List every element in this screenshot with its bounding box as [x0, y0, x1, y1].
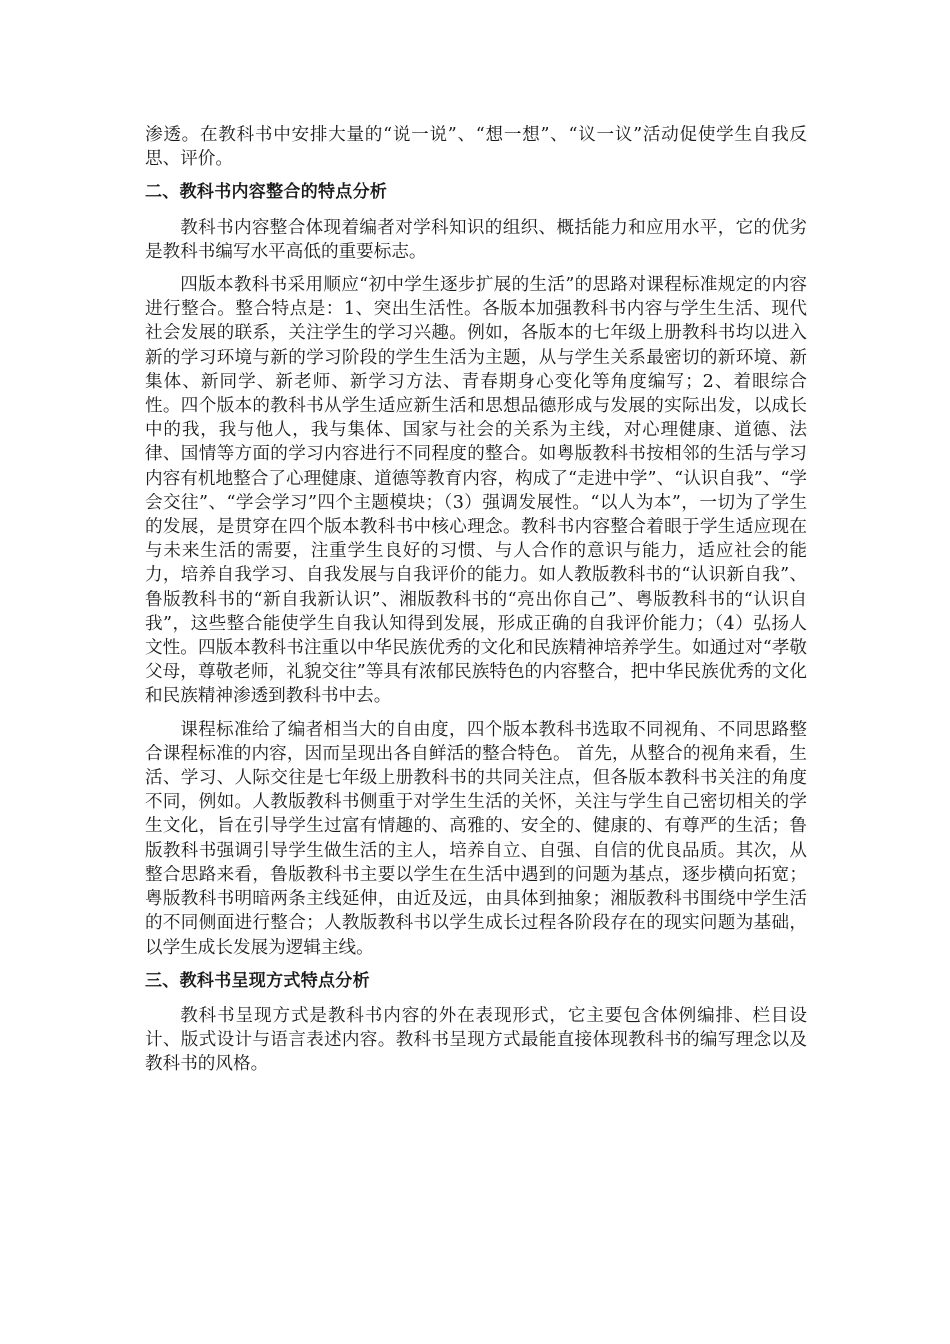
- body-paragraph: 教科书呈现方式是教科书内容的外在表现形式，它主要包含体例编排、栏目设计、版式设计与语言表述内容。教科书呈现方式最能直接体现教科书的编写理念以及教科书的风格。: [145, 1005, 807, 1075]
- intro-paragraph: 渗透。在教科书中安排大量的“说一说”、“想一想”、“议一议”活动促使学生自我反思、评价。: [145, 125, 807, 170]
- document-page: [145, 123, 807, 1086]
- section-heading-2: 二、教科书内容整合的特点分析: [145, 182, 388, 203]
- section-heading-3: 三、教科书呈现方式特点分析: [145, 970, 370, 991]
- body-paragraph: 教科书内容整合体现着编者对学科知识的组织、概括能力和应用水平，它的优劣是教科书编写水平高低的重要标志。: [145, 217, 807, 262]
- body-paragraph: 四版本教科书采用顺应“初中学生逐步扩展的生活”的思路对课程标准规定的内容进行整合。整合特点是：1、突出生活性。各版本加强教科书内容与学生生活、现代社会发展的联系，关注学生的学习兴趣。例如，各版本的七年级上册教科书均以进入新的学习环境与新的学习阶段的学生生活为主题，从与学生关系最密切的新环境、新集体、新同学、新老师、新学习方法、青春期身心变化等角度编写；2、着眼综合性。四个版本的教科书从学生适应新生活和思想品德形成与发展的实际出发，以成长中的我，我与他人，我与集体、国家与社会的关系为主线，对心理健康、道德、法律、国情等方面的学习内容进行不同程度的整合。如粤版教科书按相邻的生活与学习内容有机地整合了心理健康、道德等教育内容，构成了“走进中学”、“认识自我”、“学会交往”、“学会学习”四个主题模块；（3）强调发展性。“以人为本”，一切为了学生的发展，是贯穿在四个版本教科书中核心理念。教科书内容整合着眼于学生适应现在与未来生活的需要，注重学生良好的习惯、与人合作的意识与能力，适应社会的能力，培养自我学习、自我发展与自我评价的能力。如人教版教科书的“认识新自我”、鲁版教科书的“新自我新认识”、湘版教科书的“亮出你自己”、粤版教科书的“认识自我”，这些整合能使学生自我认知得到发展，形成正确的自我评价能力；（4）弘扬人文性。四版本教科书注重以中华民族优秀的文化和民族精神培养学生。如通过对“孝敬父母，尊敬老师，礼貌交往”等具有浓郁民族特色的内容整合，把中华民族优秀的文化和民族精神渗透到教科书中去。: [145, 275, 807, 707]
- body-paragraph: 课程标准给了编者相当大的自由度，四个版本教科书选取不同视角、不同思路整合课程标准的内容，因而呈现出各自鲜活的整合特色。 首先，从整合的视角来看，生活、学习、人际交往是七年级上册教科书的共同关注点，但各版本教科书关注的角度不同，例如。人教版教科书侧重于对学生生活的关怀，关注与学生自己密切相关的学生文化，旨在引导学生过富有情趣的、高雅的、安全的、健康的、有尊严的生活；鲁版教科书强调引导学生做生活的主人，培养自立、自强、自信的优良品质。其次，从整合思路来看，鲁版教科书主要以学生在生活中遇到的问题为基点，逐步横向拓宽；粤版教科书明暗两条主线延伸，由近及远，由具体到抽象；湘版教科书围绕中学生活的不同侧面进行整合；人教版教科书以学生成长过程各阶段存在的现实问题为基础，以学生成长发展为逻辑主线。: [145, 719, 807, 958]
